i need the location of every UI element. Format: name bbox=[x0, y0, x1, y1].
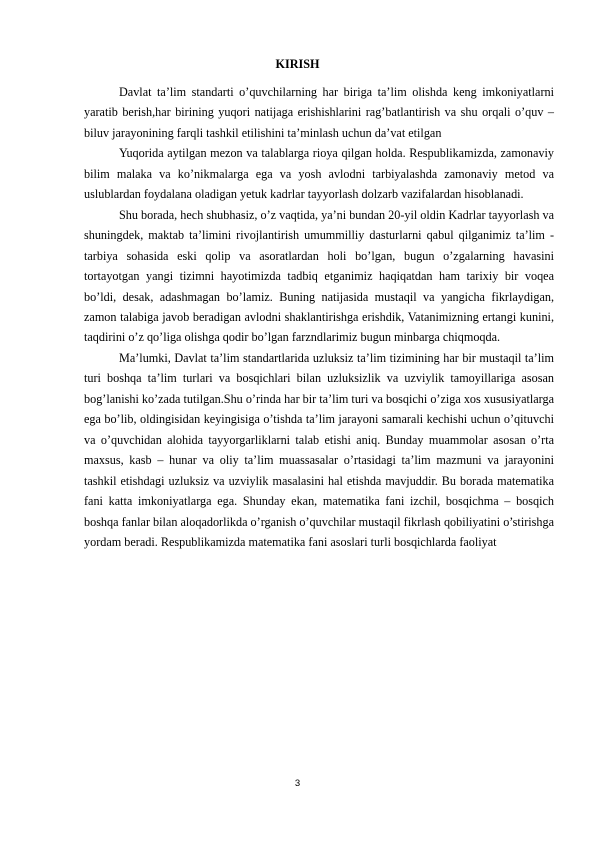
section-title: KIRISH bbox=[275, 57, 320, 71]
paragraph-1: Davlat ta’lim standarti o’quvchilarning har biriga ta’lim olishda keng imkoniyatlarni yaratib berish,har birining yuqori natijaga erishishlarini rag’batlantirish va shu orqali o’quv – biluv jarayonining farqli tashkil etilishini ta’minlash uchun da’vat etilgan bbox=[84, 85, 554, 140]
page-number: 3 bbox=[294, 778, 301, 789]
paragraph-4: Ma’lumki, Davlat ta’lim standartlarida uzluksiz ta’lim tizimining har bir mustaqil ta’lim turi boshqa ta’lim turlari va bosqichlari bilan uzluksizlik va uzviylik tamoyillariga asosan bog’lanishi ko’zada tutilgan.Shu o’rinda har bir ta’lim turi va bosqichi o’ziga xos xususiyatlarga ega bo’lib, oldingisidan keyingisiga o’tishda ta’lim jarayoni samarali kechishi uchun o’qituvchi va o’quvchidan alohida tayyorgarliklarni talab etishi aniq. Bunday muammolar asosan o’rta maxsus, kasb – hunar va oliy ta’lim muassasalar o’rtasidagi ta’lim mazmuni va jarayonini tashkil etishdagi uzluksiz va uzviylik masalasini hal etishda mavjuddir. Bu borada matematika fani katta imkoniyatlarga ega. Shunday ekan, matematika fani izchil, bosqichma – bosqich boshqa fanlar bilan aloqadorlikda o’rganish o’quvchilar mustaqil fikrlash qobiliyatini o’stirishga yordam beradi. Respublikamizda matematika fani asoslari turli bosqichlarda faoliyat bbox=[84, 350, 554, 549]
paragraph-2: Yuqorida aytilgan mezon va talablarga rioya qilgan holda. Respublikamizda, zamonaviy bilim malaka va ko’nikmalarga ega va yosh avlodni tarbiyalashda zamonaviy metod va uslublardan foydalana oladigan yetuk kadrlar tayyorlash dolzarb vazifalardan hisoblanadi. bbox=[84, 146, 554, 202]
body-text bbox=[84, 82, 554, 552]
paragraph-3: Shu borada, hech shubhasiz, o’z vaqtida, ya’ni bundan 20-yil oldin Kadrlar tayyorlash va shuningdek, maktab ta’limini rivojlantirish umummilliy dasturlarni qabul qilganimiz ta’lim - tarbiya sohasida eski qolip va asoratlardan holi bo’lgan, bugun o’zgalarning havasini tortayotgan yangi tizimni hayotimizda tadbiq etganimiz haqiqatdan ham tarixiy bir voqea bo’ldi, desak, adashmagan bo’lamiz. Buning natijasida mustaqil va yangicha fikrlaydigan, zamon talabiga javob beradigan avlodni shaklantirishga erishdik, Vatanimizning ertangi kunini, taqdirini o’z qo’liga olishga qodir bo’lgan farzndlarimiz bugun minbarga chiqmoqda. bbox=[84, 207, 554, 345]
